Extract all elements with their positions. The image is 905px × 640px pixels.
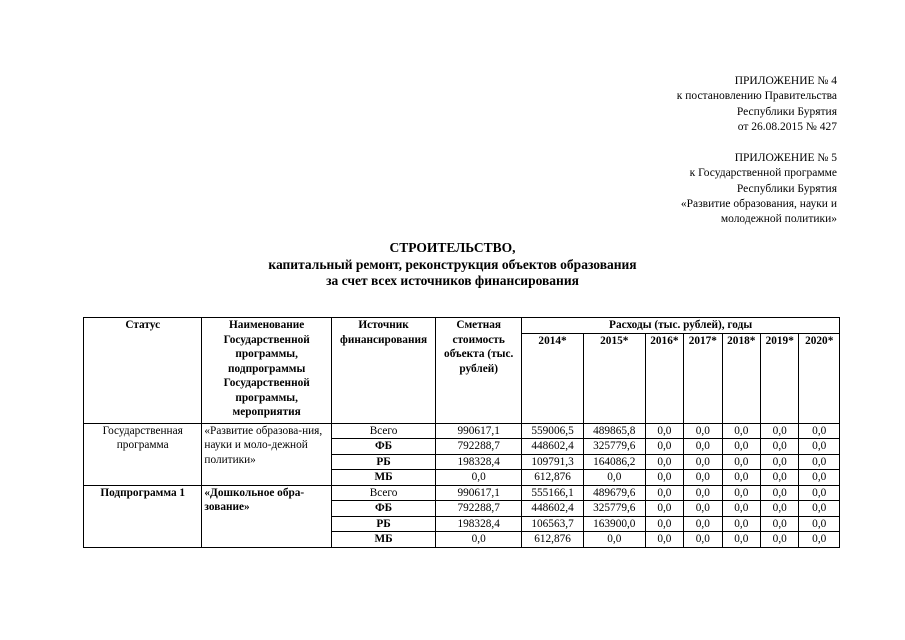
year-value-cell: 0,0 — [645, 470, 683, 486]
year-value-cell: 0,0 — [645, 454, 683, 470]
year-value-cell: 0,0 — [722, 423, 760, 439]
year-value-cell: 109791,3 — [522, 454, 584, 470]
appendix-4-line: к постановлению Правительства — [676, 90, 837, 103]
year-value-cell: 0,0 — [799, 423, 840, 439]
year-value-cell: 164086,2 — [583, 454, 645, 470]
year-value-cell: 0,0 — [799, 470, 840, 486]
title-line: СТРОИТЕЛЬСТВО, — [389, 240, 516, 255]
year-value-cell: 0,0 — [645, 501, 683, 517]
header-expenses: Расходы (тыс. рублей), годы — [522, 318, 840, 334]
year-value-cell: 0,0 — [684, 485, 722, 501]
year-value-cell: 612,876 — [522, 532, 584, 548]
year-value-cell: 0,0 — [761, 454, 799, 470]
year-value-cell: 0,0 — [645, 439, 683, 455]
year-value-cell: 0,0 — [645, 423, 683, 439]
year-value-cell: 0,0 — [799, 516, 840, 532]
year-value-cell: 0,0 — [799, 501, 840, 517]
source-cell: Всего — [331, 423, 435, 439]
appendix-5-line: ПРИЛОЖЕНИЕ № 5 — [734, 152, 837, 164]
year-value-cell: 0,0 — [799, 532, 840, 548]
year-value-cell: 0,0 — [684, 532, 722, 548]
year-value-cell: 0,0 — [761, 423, 799, 439]
year-value-cell: 489679,6 — [583, 485, 645, 501]
year-value-cell: 0,0 — [761, 532, 799, 548]
status-cell: Государственная программа — [84, 423, 202, 485]
year-value-cell: 0,0 — [761, 485, 799, 501]
year-value-cell: 0,0 — [722, 501, 760, 517]
year-value-cell: 0,0 — [722, 516, 760, 532]
header-status: Статус — [84, 318, 202, 424]
header-row — [84, 318, 840, 334]
year-value-cell: 0,0 — [684, 516, 722, 532]
year-value-cell: 559006,5 — [522, 423, 584, 439]
header-year: 2020* — [799, 333, 840, 423]
appendix-4-line: от 26.08.2015 № 427 — [737, 120, 837, 133]
cost-cell: 792288,7 — [436, 501, 522, 517]
financing-table — [83, 317, 840, 548]
year-value-cell: 0,0 — [722, 532, 760, 548]
year-value-cell: 0,0 — [761, 470, 799, 486]
year-value-cell: 0,0 — [684, 470, 722, 486]
source-cell: МБ — [331, 470, 435, 486]
year-value-cell: 0,0 — [722, 485, 760, 501]
cost-cell: 198328,4 — [436, 516, 522, 532]
status-cell: Подпрограмма 1 — [84, 485, 202, 547]
source-cell: РБ — [331, 454, 435, 470]
source-cell: Всего — [331, 485, 435, 501]
year-value-cell: 489865,8 — [583, 423, 645, 439]
year-value-cell: 325779,6 — [583, 439, 645, 455]
header-year: 2018* — [722, 333, 760, 423]
cost-cell: 0,0 — [436, 470, 522, 486]
year-value-cell: 0,0 — [761, 501, 799, 517]
year-value-cell: 0,0 — [722, 470, 760, 486]
cost-cell: 792288,7 — [436, 439, 522, 455]
title-line: капитальный ремонт, реконструкция объектов образования — [268, 256, 637, 272]
source-cell: ФБ — [331, 501, 435, 517]
year-value-cell: 0,0 — [645, 516, 683, 532]
title-line: за счет всех источников финансирования — [326, 273, 579, 288]
header-year: 2015* — [583, 333, 645, 423]
source-cell: ФБ — [331, 439, 435, 455]
year-value-cell: 448602,4 — [522, 439, 584, 455]
year-value-cell: 0,0 — [722, 439, 760, 455]
year-value-cell: 106563,7 — [522, 516, 584, 532]
year-value-cell: 0,0 — [583, 532, 645, 548]
cost-cell: 990617,1 — [436, 423, 522, 439]
appendix-4-line: Республики Бурятия — [736, 105, 837, 118]
source-cell: РБ — [331, 516, 435, 532]
header-year: 2019* — [761, 333, 799, 423]
year-value-cell: 0,0 — [684, 501, 722, 517]
header-year: 2014* — [522, 333, 584, 423]
year-value-cell: 0,0 — [684, 454, 722, 470]
year-value-cell: 0,0 — [722, 454, 760, 470]
appendix-5-line: «Развитие образования, науки и — [680, 197, 837, 210]
year-value-cell: 0,0 — [761, 439, 799, 455]
document-title — [0, 240, 905, 290]
appendix-5-line: молодежной политики» — [720, 213, 837, 226]
program-name-cell: «Развитие образова-ния, науки и моло-дежной политики» — [202, 423, 332, 485]
year-value-cell: 448602,4 — [522, 501, 584, 517]
cost-cell: 990617,1 — [436, 485, 522, 501]
appendix-4-block — [677, 74, 837, 135]
year-value-cell: 163900,0 — [583, 516, 645, 532]
year-value-cell: 325779,6 — [583, 501, 645, 517]
appendix-4-line: ПРИЛОЖЕНИЕ № 4 — [734, 75, 837, 87]
year-value-cell: 0,0 — [761, 516, 799, 532]
appendix-5-line: Республики Бурятия — [736, 182, 837, 195]
year-value-cell: 0,0 — [684, 423, 722, 439]
header-cost: Сметная стоимость объекта (тыс. рублей) — [436, 318, 522, 424]
table-row — [84, 485, 840, 501]
header-source: Источник финансирования — [331, 318, 435, 424]
appendix-5-block — [681, 151, 837, 227]
appendix-5-line: к Государственной программе — [689, 167, 837, 180]
year-value-cell: 0,0 — [645, 532, 683, 548]
table-row — [84, 423, 840, 439]
year-value-cell: 0,0 — [799, 454, 840, 470]
year-value-cell: 0,0 — [684, 439, 722, 455]
program-name-cell: «Дошкольное обра-зование» — [202, 485, 332, 547]
header-name: Наименование Государственной программы, подпрограммы Государственной программы, мероприятия — [202, 318, 332, 424]
cost-cell: 198328,4 — [436, 454, 522, 470]
year-value-cell: 0,0 — [645, 485, 683, 501]
source-cell: МБ — [331, 532, 435, 548]
year-value-cell: 0,0 — [799, 439, 840, 455]
cost-cell: 0,0 — [436, 532, 522, 548]
header-year: 2017* — [684, 333, 722, 423]
year-value-cell: 0,0 — [799, 485, 840, 501]
year-value-cell: 0,0 — [583, 470, 645, 486]
year-value-cell: 555166,1 — [522, 485, 584, 501]
year-value-cell: 612,876 — [522, 470, 584, 486]
header-year: 2016* — [645, 333, 683, 423]
